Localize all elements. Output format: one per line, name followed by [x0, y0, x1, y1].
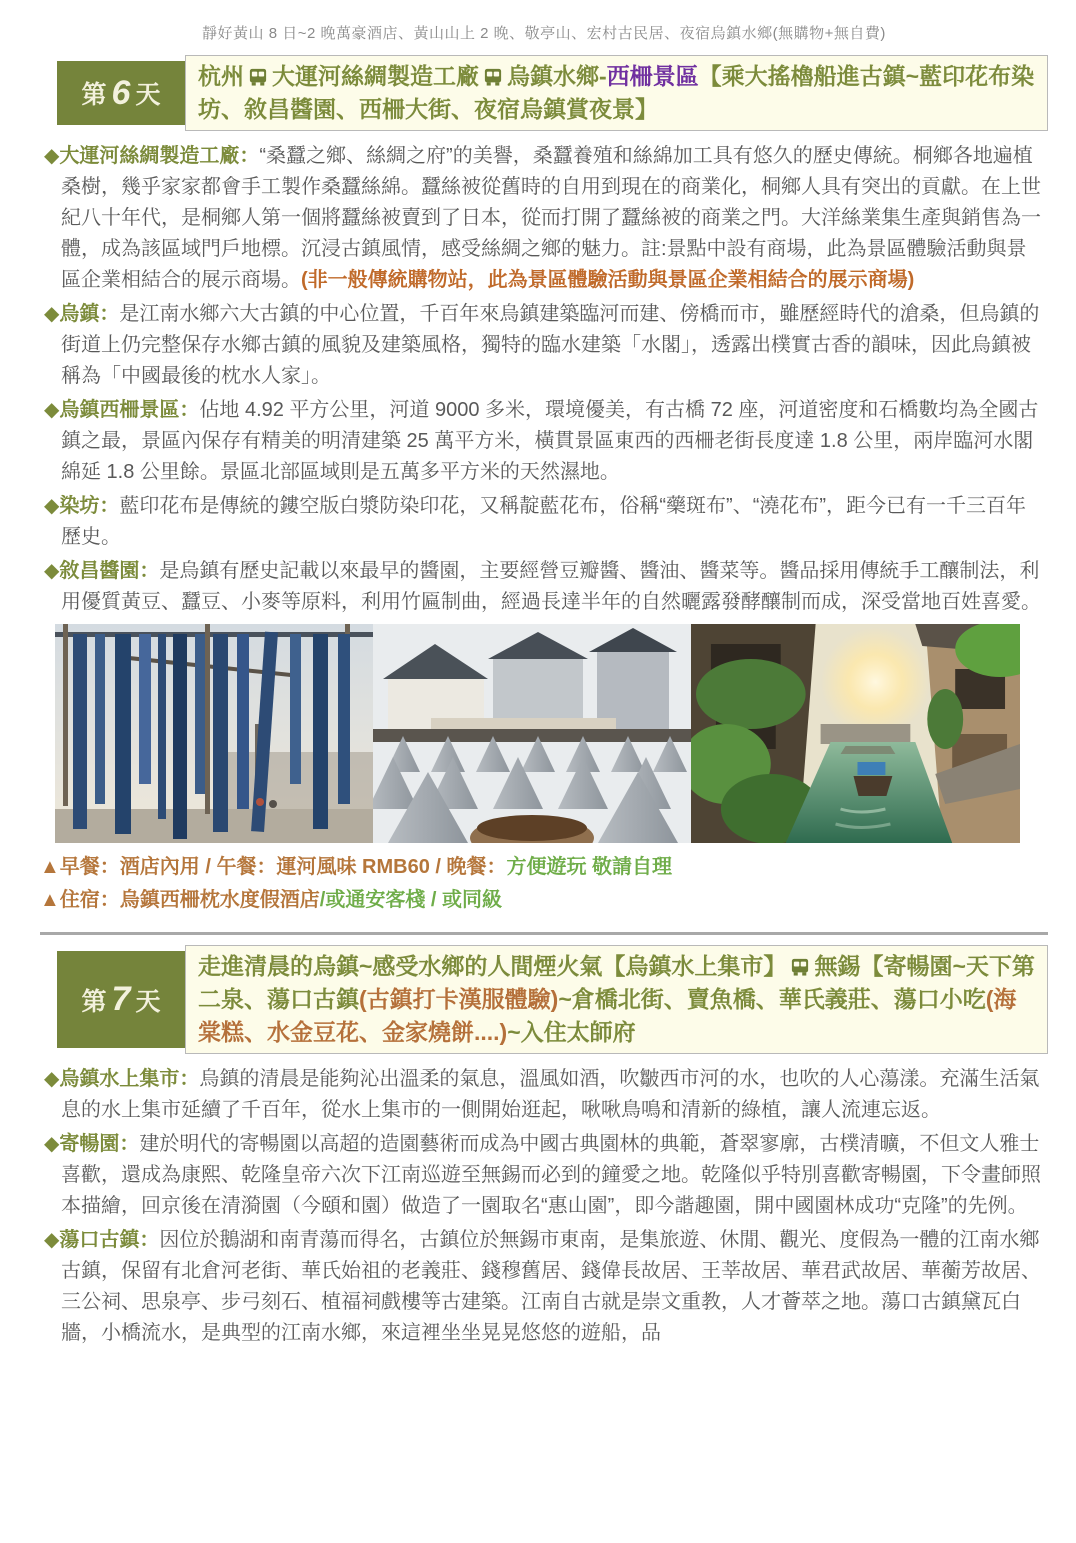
indigo-dyeing-yard-photo: [55, 624, 373, 843]
paragraph-wuzhen: [44, 299, 1044, 392]
bullet-diamond: ◆: [44, 399, 60, 421]
paragraph-silk-factory: [44, 141, 1044, 296]
paragraph-body: 烏鎮的清晨是能夠沁出溫柔的氣息，溫風如酒，吹皺西市河的水，也吹的人心蕩漾。充滿生活氣息的水上集市延續了千百年，從水上集市的一側開始逛起，啾啾鳥鳴和清新的綠植，讓人流連忘返。: [61, 1068, 1040, 1121]
paragraph-body: 因位於鵝湖和南青蕩而得名，古鎮位於無錫市東南，是集旅遊、休閒、觀光、度假為一體的江南水鄉古鎮，保留有北倉河老街、華氏始祖的老義莊、錢穆舊居、錢偉長故居、王莘故居、華君武故居、華蘅芳故居、三公祠、思泉亭、步弓刻石、植福祠戲樓等古建築。江南自古就是崇文重教，人才薈萃之地。蕩口古鎮黛瓦白牆，小橋流水，是典型的江南水鄉，來這裡坐坐晃晃悠悠的遊船，品: [61, 1229, 1041, 1344]
bullet-diamond: ◆: [44, 560, 60, 582]
day6-title-seg2: 大運河絲綢製造工廠: [272, 63, 479, 89]
paragraph-xizha: [44, 395, 1044, 488]
hotel-text: ▲住宿：烏鎮西柵枕水度假酒店: [40, 889, 320, 911]
paragraph-dangkou-town: [44, 1225, 1044, 1349]
hotel-line: [40, 884, 1048, 917]
day6-section-header: [57, 55, 1048, 131]
day7-title-seg1: 走進清晨的烏鎮~感受水鄉的人間煙火氣【烏鎮水上集市】: [198, 953, 787, 979]
day6-title-seg1: 杭州: [198, 63, 244, 89]
day7-badge-number: 7: [111, 980, 131, 1018]
day7-title: [185, 945, 1048, 1054]
day7-content: [44, 1064, 1044, 1349]
trip-header: 靜好黃山 8 日~2 晚萬豪酒店、黃山山上 2 晚、敬亭山、宏村古民居、夜宿烏鎮水鄉(無購物+無自費): [202, 25, 886, 42]
bullet-diamond: ◆: [44, 1229, 60, 1251]
paragraph-body: 是江南水鄉六大古鎮的中心位置，千百年來烏鎮建築臨河而建、傍橋而市，雖歷經時代的滄桑，但烏鎮的街道上仍完整保存水鄉古鎮的風貌及建築風格，獨特的臨水建築「水閣」，透露出樸實古香的韻味，因此烏鎮被稱為「中國最後的枕水人家」。: [61, 303, 1040, 387]
day6-title-highlight: 西柵景區: [606, 63, 699, 89]
bus-icon: [244, 63, 272, 89]
paragraph-sauce-garden: [44, 556, 1044, 618]
day7-title-seg4: ~倉橋北街、賣魚橋、華氏義莊、蕩口小吃: [558, 986, 986, 1012]
paragraph-heading: 烏鎮水上集市：: [59, 1068, 200, 1090]
meals-text: ▲早餐：酒店內用 / 午餐：運河風味 RMB60 / 晚餐：: [40, 856, 507, 878]
paragraph-note: (非一般傳統購物站，此為景區體驗活動與景區企業相結合的展示商場): [301, 269, 915, 291]
paragraph-heading: 敘昌醬園：: [59, 560, 160, 582]
paragraph-body: 藍印花布是傳統的鏤空版白漿防染印花，又稱靛藍花布，俗稱“藥斑布”、“澆花布”，距今已有一千三百年歷史。: [61, 495, 1027, 548]
day7-section-header: [57, 945, 1048, 1054]
sauce-garden-jars-photo: [373, 624, 691, 843]
section-divider: [40, 932, 1048, 935]
meals-line: [40, 851, 1048, 884]
paragraph-body: 是烏鎮有歷史記載以來最早的醬園，主要經營豆瓣醬、醬油、醬菜等。醬品採用傳統手工釀制法，利用優質黃豆、蠶豆、小麥等原料，利用竹匾制曲，經過長達半年的自然曬露發酵釀制而成，深受當地百姓喜愛。: [61, 560, 1041, 613]
day6-title-seg3: 烏鎮水鄉-: [507, 63, 607, 89]
paragraph-body: 佔地 4.92 平方公里，河道 9000 多米，環境優美，有古橋 72 座，河道密度和石橋數均為全國古鎮之最，景區內保存有精美的明清建築 25 萬平方米，橫貫景區東西的西柵老街長度達 1.8 公里，兩岸臨河水閣綿延 1.8 公里餘。景區北部區域則是五萬多平方米的天然濕地。: [61, 399, 1039, 483]
day7-title-seg2: 無錫【寄暢園~天下第二泉、蕩口古鎮: [198, 953, 1035, 1012]
paragraph-heading: 蕩口古鎮：: [59, 1229, 160, 1251]
paragraph-jichang-garden: [44, 1129, 1044, 1222]
day7-badge: [57, 951, 185, 1048]
day7-badge-suffix: 天: [135, 987, 161, 1016]
bullet-diamond: ◆: [44, 1133, 60, 1155]
day6-title-seg5: 【乘大搖櫓船進古鎮~藍印花布染坊、敘昌醬園、西柵大街、夜宿烏鎮賞夜景】: [198, 63, 1035, 122]
paragraph-heading: 寄暢園：: [59, 1133, 140, 1155]
bullet-diamond: ◆: [44, 495, 60, 517]
paragraph-heading: 烏鎮：: [59, 303, 120, 325]
day7-title-seg6: ~入住太師府: [507, 1019, 636, 1045]
paragraph-water-market: [44, 1064, 1044, 1126]
day7-title-snacks-note: (海棠糕、水金豆花、金家燒餅....): [198, 986, 1017, 1045]
day6-badge-prefix: 第: [81, 81, 107, 109]
paragraph-body: 建於明代的寄暢園以高超的造園藝術而成為中國古典園林的典範，蒼翠寥廓，古樸清曠，不但文人雅士喜歡，還成為康熙、乾隆皇帝六次下江南巡遊至無錫而必到的鐘愛之地。乾隆似乎特別喜歡寄暢園，下令畫師照本描繪，回京後在清漪園（今頤和園）做造了一園取名“惠山園”，即今諧趣園，開中國園林成功“克隆”的先例。: [61, 1133, 1041, 1217]
paragraph-dye-workshop: [44, 491, 1044, 553]
bus-icon: [479, 63, 507, 89]
paragraph-heading: 大運河絲綢製造工廠：: [59, 145, 260, 167]
meals-self-arranged-text: 方便遊玩 敬請自理: [506, 856, 673, 878]
day6-badge-suffix: 天: [135, 81, 161, 109]
day6-badge-number: 6: [111, 73, 131, 112]
hotel-alt-text: /或通安客棧 / 或同級: [319, 889, 503, 911]
bus-icon: [786, 953, 814, 979]
bullet-diamond: ◆: [44, 145, 60, 167]
paragraph-body: “桑蠶之鄉、絲綢之府”的美譽，桑蠶養殖和絲綿加工具有悠久的歷史傳統。桐鄉各地遍植桑樹，幾乎家家都會手工製作桑蠶絲綿。蠶絲被從舊時的自用到現在的商業化，桐鄉人具有突出的貢獻。在上世紀八十年代，是桐鄉人第一個將蠶絲被賣到了日本，從而打開了蠶絲被的商業之門。大洋絲業集生產與銷售為一體，成為該區域門戶地標。沉浸古鎮風情，感受絲綢之鄉的魅力。註:景點中設有商場，此為景區體驗活動與景區企業相結合的展示商場。: [61, 145, 1041, 291]
day6-content: [44, 141, 1044, 618]
day7-title-hanfu-note: (古鎮打卡漢服體驗): [359, 986, 559, 1012]
water-town-canal-photo: [691, 624, 1020, 843]
day7-badge-prefix: 第: [81, 987, 107, 1016]
day6-title: [185, 55, 1048, 131]
bullet-diamond: ◆: [44, 303, 60, 325]
paragraph-heading: 染坊：: [59, 495, 120, 517]
paragraph-heading: 烏鎮西柵景區：: [59, 399, 200, 421]
day6-badge: [57, 61, 185, 125]
bullet-diamond: ◆: [44, 1068, 60, 1090]
photo-strip: [55, 624, 1048, 843]
